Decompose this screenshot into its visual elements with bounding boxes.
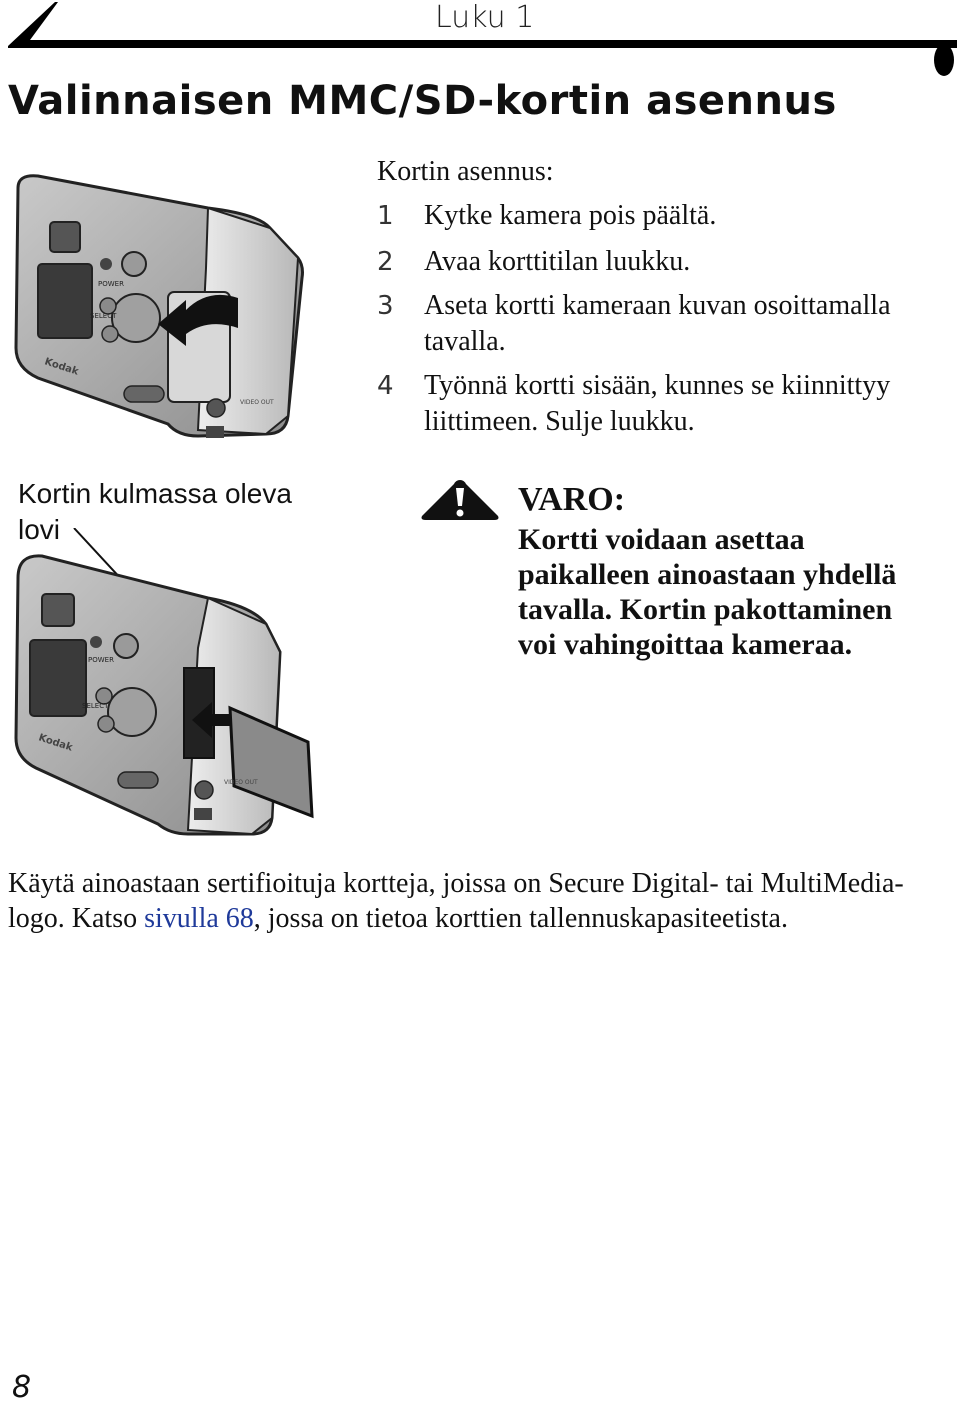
paragraph-line [8,901,958,936]
warning-title: VARO: [518,481,626,518]
camera-top-power-label: POWER [98,280,124,288]
chapter-label: Luku 1 [435,0,535,35]
camera-bottom-video-out-label: VIDEO OUT [224,779,258,786]
camera-top-brand-label: Kodak [43,356,80,378]
warning-text [518,522,948,662]
step-text: tavalla. [424,326,506,357]
callout-line: lovi [18,514,61,545]
warning-triangle-icon [420,478,500,522]
camera-bottom-power-label: POWER [88,656,114,664]
camera-top-select-label: SELECT [90,312,117,320]
camera-top-video-out-label: VIDEO OUT [240,399,274,406]
step-number: 3 [377,291,394,321]
paragraph-text: , jossa on tietoa korttien tallennuskapasiteetista. [253,903,788,934]
step-number: 1 [377,201,394,231]
camera-bottom-select-label: SELECT [82,702,109,710]
warning-line: Kortti voidaan asettaa [518,523,805,556]
camera-bottom-brand-label: Kodak [37,732,74,754]
step-number: 2 [377,247,394,277]
page-number: 8 [12,1370,32,1405]
camera-bottom-illustration [8,528,320,840]
paragraph-text: logo. Katso [8,903,145,934]
warning-line: paikalleen ainoastaan yhdellä [518,558,897,591]
step-text: Avaa korttitilan luukku. [424,246,691,277]
step-text: Kytke kamera pois päältä. [424,200,717,231]
step-text: liittimeen. Sulje luukku. [424,406,695,437]
page-title: Valinnaisen MMC/SD-kortin asennus [8,78,837,124]
header-end-dot [934,44,954,76]
step-text: Aseta kortti kameraan kuvan osoittamalla [424,290,891,321]
page-reference-link[interactable]: sivulla 68 [144,903,254,934]
bottom-paragraph [8,866,958,936]
step-text: Työnnä kortti sisään, kunnes se kiinnittyy [424,370,891,401]
step-number: 4 [377,371,394,401]
warning-line: tavalla. Kortin pakottaminen [518,593,893,626]
callout-line: Kortin kulmassa oleva [18,478,292,509]
paragraph-line: Käytä ainoastaan sertifioituja kortteja, joissa on Secure Digital- tai MultiMedia- [8,868,904,899]
steps-heading: Kortin asennus: [377,156,554,187]
warning-line: voi vahingoittaa kameraa. [518,628,853,661]
camera-top-illustration [8,168,318,440]
